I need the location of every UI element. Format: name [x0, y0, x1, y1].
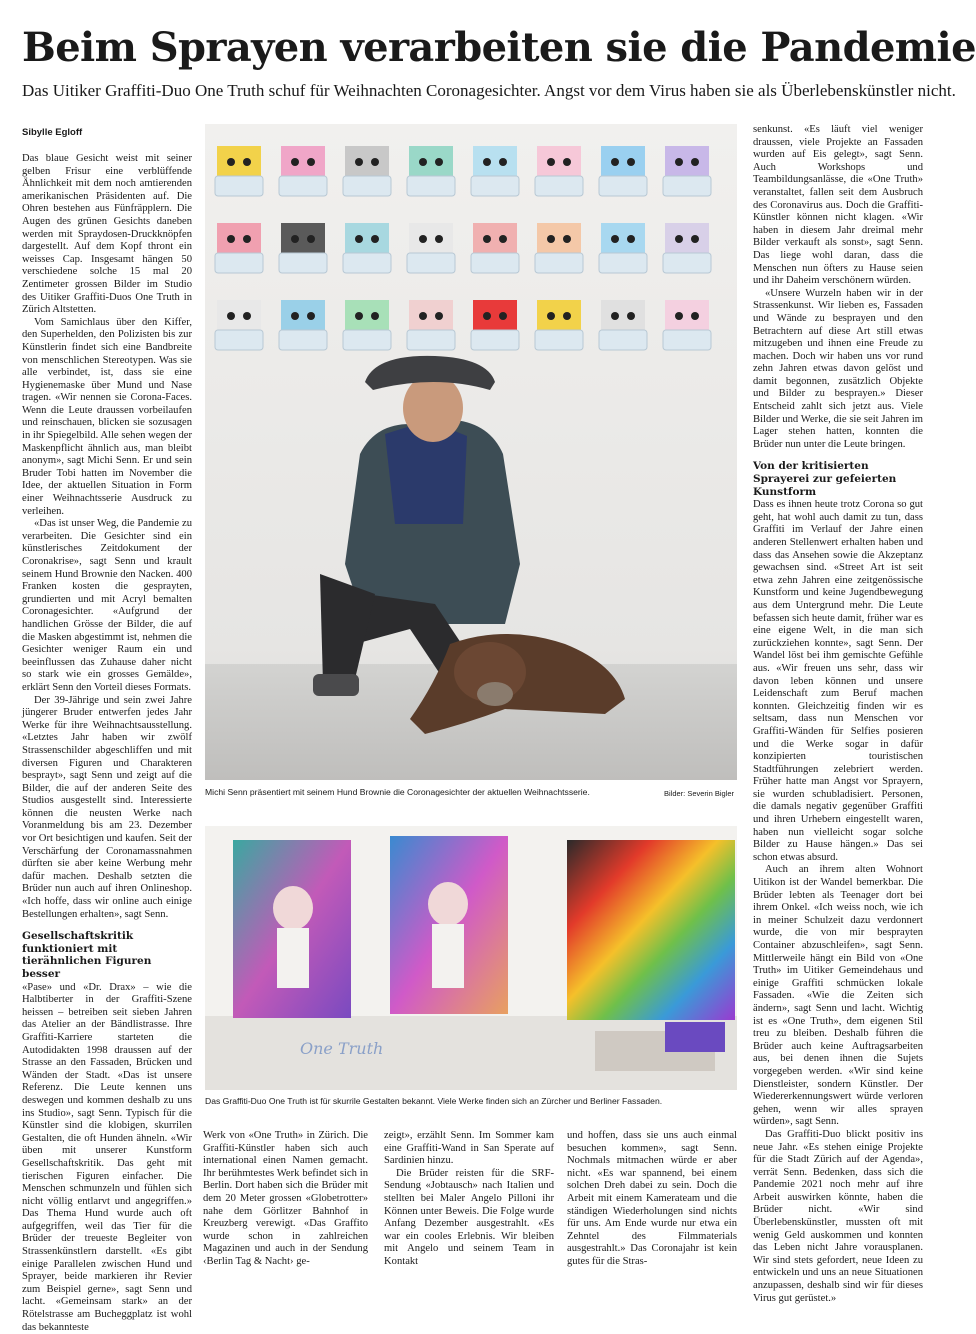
paragraph: zeigt», erzählt Senn. Im Sommer kam eine Graffiti-Wand in San Sperate auf Sardinien hinzu. — [384, 1130, 554, 1167]
face-mask — [407, 253, 455, 273]
article-column-5 — [753, 124, 923, 1304]
subheading: Von der kritisierten Sprayerei zur gefeierten Kunstform — [753, 460, 897, 498]
face-eye — [435, 235, 443, 243]
face-eye — [355, 312, 363, 320]
face-eye — [627, 312, 635, 320]
face-eye — [307, 158, 315, 166]
face-eye — [611, 235, 619, 243]
face-mask — [407, 330, 455, 350]
face-eye — [675, 158, 683, 166]
face-eye — [243, 312, 251, 320]
face-eye — [307, 235, 315, 243]
face-mask — [663, 176, 711, 196]
face-eye — [499, 312, 507, 320]
paragraph: Das Graffiti-Duo blickt positiv ins neue Jahr. «Es stehen einige Projekte für die Stadt Zürich auf der Agenda», verrät Senn. Bedenken, dass sich die Pandemie 2021 noch mehr auf ihre Arbeit auswirken könnte, haben die Brüder nicht. «Wir sind Überlebenskünstler, mussten oft mit wenig Geld auskommen und konnten das Leben nicht Jahre vorausplanen. Wir sind stets gefordert, neue Ideen zu entwickeln und uns an neue Situationen anzupassen, deshalb sind wir für dieses Virus gut gerüstet.» — [753, 1128, 923, 1304]
face-mask — [407, 176, 455, 196]
face-eye — [355, 235, 363, 243]
face-eye — [435, 158, 443, 166]
face-eye — [499, 235, 507, 243]
face-eye — [547, 312, 555, 320]
face-mask — [599, 253, 647, 273]
paragraph: Werk von «One Truth» in Zürich. Die Graffiti-Künstler haben sich auch international einen Namen gemacht. Ihr berühmtestes Werk befindet sich in Berlin. Dort haben sich die Brüder mit dem 20 Meter grossen «Globetrotter» nahe dem Görlitzer Bahnhof in Kreuzberg verewigt. «Das Graffito wurde schon in zahlreichen Magazinen und auch in der Sendung ‹Berlin Tag & Nacht› ge- — [203, 1130, 368, 1267]
face-eye — [435, 312, 443, 320]
face-eye — [691, 312, 699, 320]
face-mask — [663, 253, 711, 273]
face-mask — [471, 330, 519, 350]
photo-studio-paintings — [205, 826, 737, 1090]
face-mask — [535, 253, 583, 273]
face-mask — [343, 253, 391, 273]
face-mask — [279, 253, 327, 273]
article-column-4 — [567, 1130, 737, 1267]
headline: Beim Sprayen verarbeiten sie die Pandemie — [22, 24, 976, 71]
article-column-1 — [22, 153, 192, 1333]
face-eye — [307, 312, 315, 320]
face-mask — [535, 176, 583, 196]
face-eye — [547, 158, 555, 166]
face-eye — [227, 235, 235, 243]
face-mask — [599, 176, 647, 196]
face-eye — [419, 235, 427, 243]
face-eye — [691, 158, 699, 166]
paragraph: Vom Samichlaus über den Kiffer, den Superhelden, den Polizisten bis zur Künstlerin findet sich eine Bandbreite von menschlichen Stereotypen. Was sie alle verbindet, ist, dass sie eine Hygienemaske über Mund und Nase tragen. «Wir nennen sie Corona-Faces. Wenn die Leute draussen vorbeilaufen und reinschauen, blicken sie sozusagen in ihr Spiegelbild. Alle sehen wegen der Maskenpflicht ähnlich aus, man bleibt anonym», sagt Michi Senn. Er und sein Bruder Tobi hatten im November die Idee, der aktuellen Situation in Form einer Weihnachtsserie Ausdruck zu verleihen. — [22, 316, 192, 517]
paragraph: Auch an ihrem alten Wohnort Uitikon ist der Wandel bemerkbar. Die Brüder lebten als Teenager dort bei ihrem Onkel. «Ich weiss noch, wie ich in meiner Schulzeit dazu verdonnert wurde, die von mir besprayten Container abzuschleifen», sagt Senn. Mittlerweile hängt ein Bild von «One Truth» im Uitiker Gemeindehaus und einige Graffiti schmücken lokale Fassaden. «Wie die Zeiten sich ändern», sagt Senn und lacht. Wichtig ist es «One Truth», dem eigenen Stil treu zu bleiben. Deshalb führen die Brüder auch keine Auftragsarbeiten aus, bei denen ihnen die Sujets vorgegeben werden. «Wir sind keine Dienstleister, sondern Künstler. Der Wiedererkennungswert würde verloren gehen, wenn wir alles sprayen würden», sagt Senn. — [753, 864, 923, 1128]
paragraph: Das blaue Gesicht weist mit seiner gelben Frisur eine verblüffende Ähnlichkeit mit dem noch amtierenden amerikanischen Präsidenten auf. Die Ohren bestehen aus Fünfräpplern. Die Augen des grünen Gesichts daneben werden mit Spraydosen-Druckknöpfen dargestellt. Auf dem Kopf thront ein weisses Cap. Insgesamt hängen 50 verschiedene solche 15 mal 20 Zentimeter grossen Bilder im Studio des Uitiker Graffiti-Duos One Truth in Zürich Altstetten. — [22, 153, 192, 316]
face-eye — [675, 235, 683, 243]
face-eye — [371, 312, 379, 320]
paragraph: Dass es ihnen heute trotz Corona so gut geht, hat wohl auch damit zu tun, dass Graffiti im Verlauf der Jahre einen anderen Stellenwert erhalten haben und dass das Ansehen sowie die Akzeptanz gewachsen sind. «Street Art ist seit etwa zehn Jahren eine zeitgenössische Kunstform und keine Jugendbewegung aus dem Untergrund mehr. Die Leute befassen sich heute damit, früher war es eine eigene Welt, in die man sich zurückziehen konnte», sagt Senn. Der Wandel löst bei ihm gemischte Gefühle aus. «Wir freuen uns sehr, dass wir davon leben können und unsere Leidenschaft zum Beruf machen konnten. Gleichzeitig finden wir es seltsam, dass nun Menschen vor Graffiti-Wänden für Selfies posieren und die Werke sogar in dafür konzipierten touristischen Stadtführungen zelebriert werden. Früher hatte man Angst vor Sprayern, sie wurden schubladisiert. Personen, die damals negativ gegenüber Graffiti und ihren Urhebern eingestellt waren, haben nun vielleicht sogar solche Bilder zu Hause hängen.» Das sei schon etwas absurd. — [753, 499, 923, 863]
lead-text: Das Uitiker Graffiti-Duo One Truth schuf für Weihnachten Coronagesichter. Angst vor dem Virus haben sie als Überlebenskünstler nicht. — [22, 81, 956, 100]
face-eye — [371, 235, 379, 243]
face-eye — [419, 312, 427, 320]
paragraph: senkunst. «Es läuft viel weniger draussen, viele Projekte an Fassaden wurden auf Eis gelegt», sagt Senn. Auch Workshops und Teambildungsanlässe, die «One Truth» veranstaltet, fallen seit dem Ausbruch des Coronavirus aus. Doch die Graffiti-Künstler können nicht klagen. «Wir haben in diesem Jahr dreimal mehr Bilder verkauft als sonst», sagt Senn. Das liege wohl daran, dass die Menschen nun öfters zu Hause seien und ihr Daheim verschönern würden. — [753, 124, 923, 287]
face-mask — [215, 330, 263, 350]
face-eye — [675, 312, 683, 320]
face-eye — [691, 235, 699, 243]
photo-artist-with-dog — [205, 124, 737, 780]
paragraph: und hoffen, dass sie uns auch einmal besuchen kommen», sagt Senn. Nochmals mitmachen würde er aber nicht. «Es war spannend, bei einem solchen Dreh dabei zu sein. Doch die Arbeit mit einem Kamerateam und die ständigen Wiederholungen sind nichts für uns. Am Ende wurde nur etwa ein Zehntel des Filmmaterials ausgestrahlt.» Das Coronajahr ist kein gutes für die Stras- — [567, 1130, 737, 1267]
face-eye — [627, 235, 635, 243]
graffiti-tag: One Truth — [300, 1039, 384, 1058]
face-eye — [611, 158, 619, 166]
paragraph: «Das ist unser Weg, die Pandemie zu verarbeiten. Die Gesichter sind ein künstlerisches Zeitdokument der Coronakrise», sagt Senn und krault seinem Hund Brownie den Nacken. 400 Franken kosten die gesprayten, grundierten und mit Acryl bemalten Coronagesichter. «Aufgrund der handlichen Grösse der Bilder, die auf die Masken abgestimmt ist, nehmen die Gesichter weniger Raum ein und beeinflussen das Zuhause daher nicht so stark wie ein grosses Gemälde», erklärt Senn den Vorteil dieses Formats. — [22, 518, 192, 693]
face-eye — [371, 158, 379, 166]
face-eye — [563, 312, 571, 320]
subheading: Gesellschaftskritik funktioniert mit tierähnlichen Figuren besser — [22, 930, 152, 980]
face-eye — [483, 235, 491, 243]
paragraph: Die Brüder reisten für die SRF-Sendung «Jobtausch» nach Italien und stellten bei Maler Angelo Pilloni ihr Können unter Beweis. Die Folge wurde Anfang Dezember ausgestrahlt. «Es war ein cooles Erlebnis. Wir bleiben mit Angelo und seinem Team in Kontakt — [384, 1167, 554, 1267]
face-eye — [547, 235, 555, 243]
face-mask — [343, 330, 391, 350]
face-mask — [215, 176, 263, 196]
photo-credit: Bilder: Severin Bigler — [664, 789, 735, 798]
face-eye — [291, 158, 299, 166]
paragraph: «Unsere Wurzeln haben wir in der Strassenkunst. Wir lieben es, Fassaden und Wände zu besprayen und den Betrachtern auf diese Art still etwas mitzugeben und ihnen eine Freude zu machen. Doch wir haben uns vor rund zehn Jahren etwas davon gelöst und damit begonnen, zusätzlich Objekte und Bilder zu besprayen.» Dieser Entscheid zahlt sich jetzt aus. Viele Bilder und Werke, die sie seit Jahren im Lager stehen hatten, konnten die Brüder nun unter die Leute bringen. — [753, 287, 923, 450]
face-mask — [343, 176, 391, 196]
face-eye — [291, 235, 299, 243]
photo-caption: Das Graffiti-Duo One Truth ist für skurrile Gestalten bekannt. Viele Werke finden sich an Zürcher und Berliner Fassaden. — [205, 1096, 663, 1106]
face-eye — [563, 235, 571, 243]
face-mask — [599, 330, 647, 350]
face-eye — [419, 158, 427, 166]
face-eye — [483, 312, 491, 320]
face-eye — [627, 158, 635, 166]
byline: Sibylle Egloff — [22, 127, 83, 138]
paragraph: Der 39-Jährige und sein zwei Jahre jüngerer Bruder entwerfen jedes Jahr Werke für ihre Weihnachtsausstellung. «Letztes Jahr haben wir zwölf Strassenschilder abgeschliffen und mit diversen Figuren und Charakteren besprayt», sagt Senn und zeigt auf die Bilder, die auf der anderen Seite des Studios ausgestellt sind. Interessierte können die neusten Werke nach Voranmeldung bis am 23. Dezember vor Ort besichtigen und kaufen. Seit der Verschärfung der Coronamassnahmen dürften sie aber keine Werbung mehr dafür machen. Deshalb setzten die Brüder nun auch auf ihren Onlineshop. «Ich hoffe, dass wir online auch einige Bestellungen erhalten», sagt Senn. — [22, 694, 192, 920]
face-eye — [611, 312, 619, 320]
face-eye — [227, 312, 235, 320]
paragraph: «Pase» und «Dr. Drax» – wie die Halbtiberter in der Graffiti-Szene heissen – betreiben seit sieben Jahren das Atelier an der Bändlistrasse. Ihre Graffiti-Karriere starteten die Autodidakten 1998 draussen auf der Strasse an den Fassaden, Brücken und Wänden der Stadt. «Das ist unsere Referenz. Die Leute kennen uns deswegen und kommen deshalb zu uns ins Studio», sagt Senn. Typisch für die Künstler sind die klobigen, skurrilen Gestalten, die oft Hunden ähneln. «Wir üben mit unserer Kunstform Gesellschaftskritik. Das geht mit tierischen Figuren einfacher. Die Menschen schmunzeln und fühlen sich nicht völlig entlarvt und angegriffen.» Das Thema Hund wurde auch oft aufgegriffen, weil das Tier für die Brüder der treueste Begleiter von Strassenkünstlern darstellt. «Es gibt einige Parallelen zwischen Hund und Sprayer, beide markieren ihr Revier zum Beispiel gerne», sagt Senn und lacht. «Gemeinsam stark» an der Rötelstrasse am Bucheggplatz ist wohl das bekannteste — [22, 981, 192, 1333]
face-eye — [243, 235, 251, 243]
face-mask — [471, 176, 519, 196]
face-mask — [663, 330, 711, 350]
face-eye — [483, 158, 491, 166]
face-eye — [243, 158, 251, 166]
face-eye — [227, 158, 235, 166]
face-mask — [471, 253, 519, 273]
face-mask — [279, 176, 327, 196]
face-eye — [291, 312, 299, 320]
face-mask — [535, 330, 583, 350]
article-column-2 — [203, 1130, 368, 1267]
face-mask — [279, 330, 327, 350]
face-mask — [215, 253, 263, 273]
face-eye — [499, 158, 507, 166]
face-eye — [563, 158, 571, 166]
face-eye — [355, 158, 363, 166]
article-column-3 — [384, 1130, 554, 1267]
photo-caption: Michi Senn präsentiert mit seinem Hund Brownie die Coronagesichter der aktuellen Weihnachtsserie. — [205, 787, 590, 797]
